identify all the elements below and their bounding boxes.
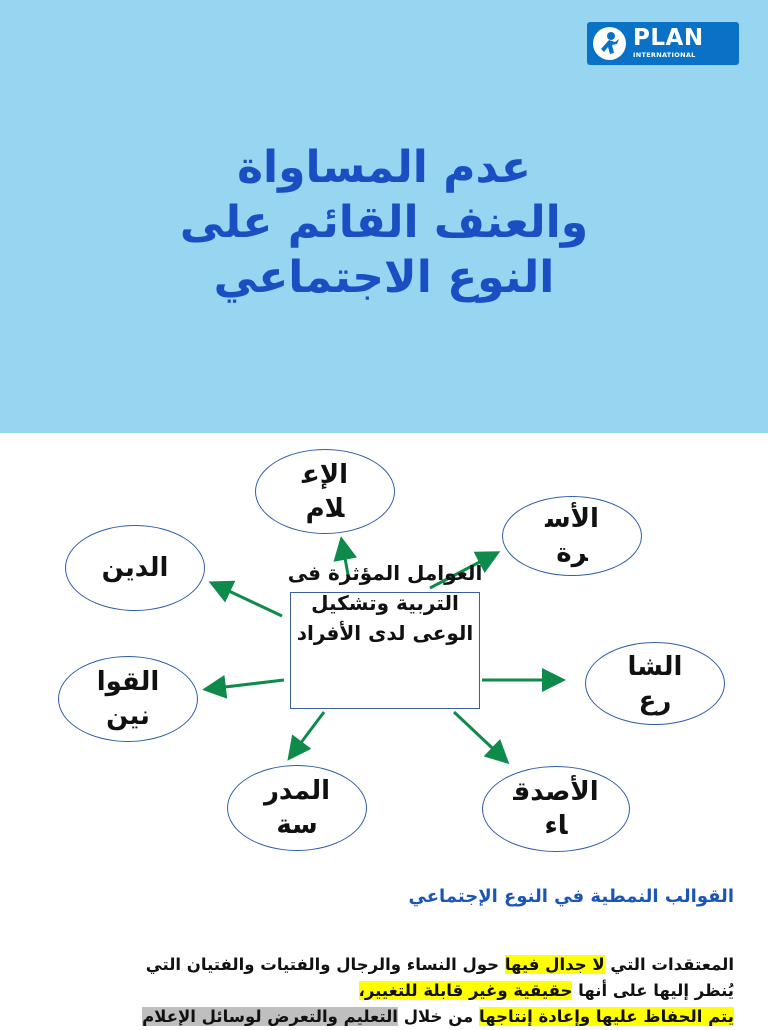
- node-laws: [58, 656, 198, 742]
- header-banner: [0, 0, 768, 433]
- text-run: حول النساء والرجال والفتيات والفتيان التي: [145, 955, 505, 974]
- paragraph-line: [32, 952, 734, 978]
- node-laws-label: القوانين: [96, 667, 160, 731]
- node-school: [227, 765, 367, 851]
- highlighted-text: لا جدال فيها: [504, 955, 605, 974]
- paragraph-line: [32, 1004, 734, 1030]
- highlighted-text: حقيقية وغير قابلة للتغيير: [364, 981, 573, 1000]
- title-line: والعنف القائم على: [179, 197, 589, 248]
- node-friends-label: الأصدقاء: [513, 777, 599, 841]
- title-line: النوع الاجتماعي: [213, 252, 555, 303]
- highlighted-text: يتم الحفاظ عليها وإعادة إنتاجها: [479, 1007, 734, 1026]
- text-run: من خلال: [397, 1007, 480, 1026]
- gray-highlighted-text: التعليم والتعرض لوسائل الإعلام: [142, 1007, 398, 1026]
- title-line: عدم المساواة: [237, 142, 531, 193]
- node-school-label: المدرسة: [263, 776, 331, 840]
- arrow-to-school: [291, 712, 324, 756]
- logo-figure-icon: [593, 27, 626, 60]
- arrow-to-religion: [214, 584, 282, 616]
- text-run: يُنظر إليها على أنها: [572, 981, 734, 1000]
- section-heading: القوالب النمطية في النوع الإجتماعي: [408, 886, 734, 907]
- node-religion: [65, 525, 205, 611]
- logo-name: PLAN: [633, 25, 704, 51]
- node-family: [502, 496, 642, 576]
- node-family-label: الأسرة: [545, 504, 599, 568]
- arrow-to-laws: [208, 680, 284, 689]
- section-paragraph: [32, 952, 734, 1030]
- node-media-label: الإعلام: [301, 459, 349, 524]
- center-factor-text: العوامل المؤثرة فى التربية وتشكيل الوعى لدى الأفراد: [287, 561, 483, 645]
- paragraph-line: [32, 978, 734, 1004]
- arrow-to-friends: [454, 712, 505, 760]
- node-media: [255, 449, 395, 534]
- node-religion-label: الدين: [101, 553, 169, 583]
- node-street: [585, 642, 725, 725]
- page-title: [60, 140, 708, 305]
- logo-subtitle: INTERNATIONAL: [633, 51, 696, 59]
- text-run: المعتقدات التي: [604, 955, 734, 974]
- node-friends: [482, 766, 630, 852]
- highlighted-text: ،: [358, 981, 365, 1000]
- plan-international-logo: [587, 22, 739, 65]
- node-street-label: الشارع: [627, 651, 683, 716]
